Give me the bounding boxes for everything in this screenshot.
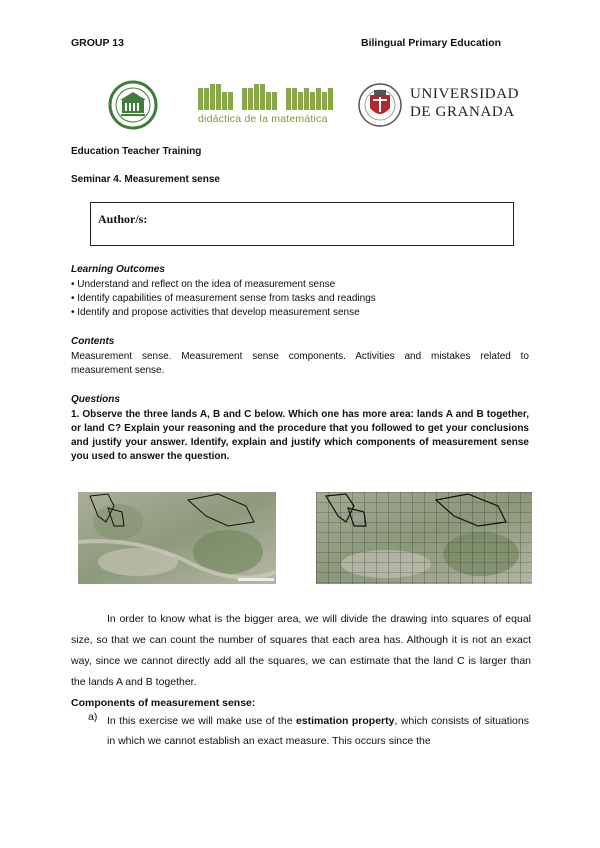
question-1: 1. Observe the three lands A, B and C below. Which one has more area: lands A and B together, or land C? Explain your reasoning and the procedure that you followed to get your conclusions and justify your answer. Identify, explain and justify which components of measurement sense you used to answer the question. (71, 409, 529, 462)
item-text-after: , which consists of situations in which we cannot establish an exact measure. This occurs since the (107, 715, 529, 747)
answer-paragraph: In order to know what is the bigger area, we will divide the drawing into squares of equal size, so that we can count the number of squares that each area has. Although it is not an exact way, since we cannot directly add all the squares, we can estimate that the land C is larger than the lands A and B together. (71, 613, 531, 688)
item-marker: a) (88, 711, 98, 723)
item-text-before: In this exercise we will make use of the (107, 715, 296, 727)
components-heading: Components of measurement sense: (71, 697, 256, 709)
learning-outcome-item: • Identify and propose activities that develop measurement sense (71, 307, 360, 318)
estimation-property-term: estimation property (295, 715, 395, 727)
author-label: Author/s: (98, 212, 148, 226)
component-item-a (107, 711, 529, 751)
course-title: Education Teacher Training (71, 146, 202, 157)
faculty-seal-logo (108, 80, 158, 130)
university-name-line2: DE GRANADA (410, 104, 515, 120)
aerial-map-lands (78, 492, 276, 584)
author-box[interactable] (90, 202, 514, 246)
learning-outcomes-heading: Learning Outcomes (71, 264, 165, 275)
contents-text: Measurement sense. Measurement sense components. Activities and mistakes related to measurement sense. (71, 351, 529, 376)
contents-heading: Contents (71, 336, 115, 347)
university-seal-logo (357, 80, 403, 130)
ddm-subtitle: didáctica de la matemática (198, 113, 328, 125)
aerial-map-grid (316, 492, 532, 584)
university-name-line1: UNIVERSIDAD (410, 86, 520, 102)
group-label: GROUP 13 (71, 37, 124, 49)
seminar-title: Seminar 4. Measurement sense (71, 174, 220, 185)
questions-heading: Questions (71, 394, 120, 405)
learning-outcome-item: • Understand and reflect on the idea of measurement sense (71, 279, 336, 290)
learning-outcome-item: • Identify capabilities of measurement sense from tasks and readings (71, 293, 376, 304)
program-label: Bilingual Primary Education (361, 37, 502, 49)
